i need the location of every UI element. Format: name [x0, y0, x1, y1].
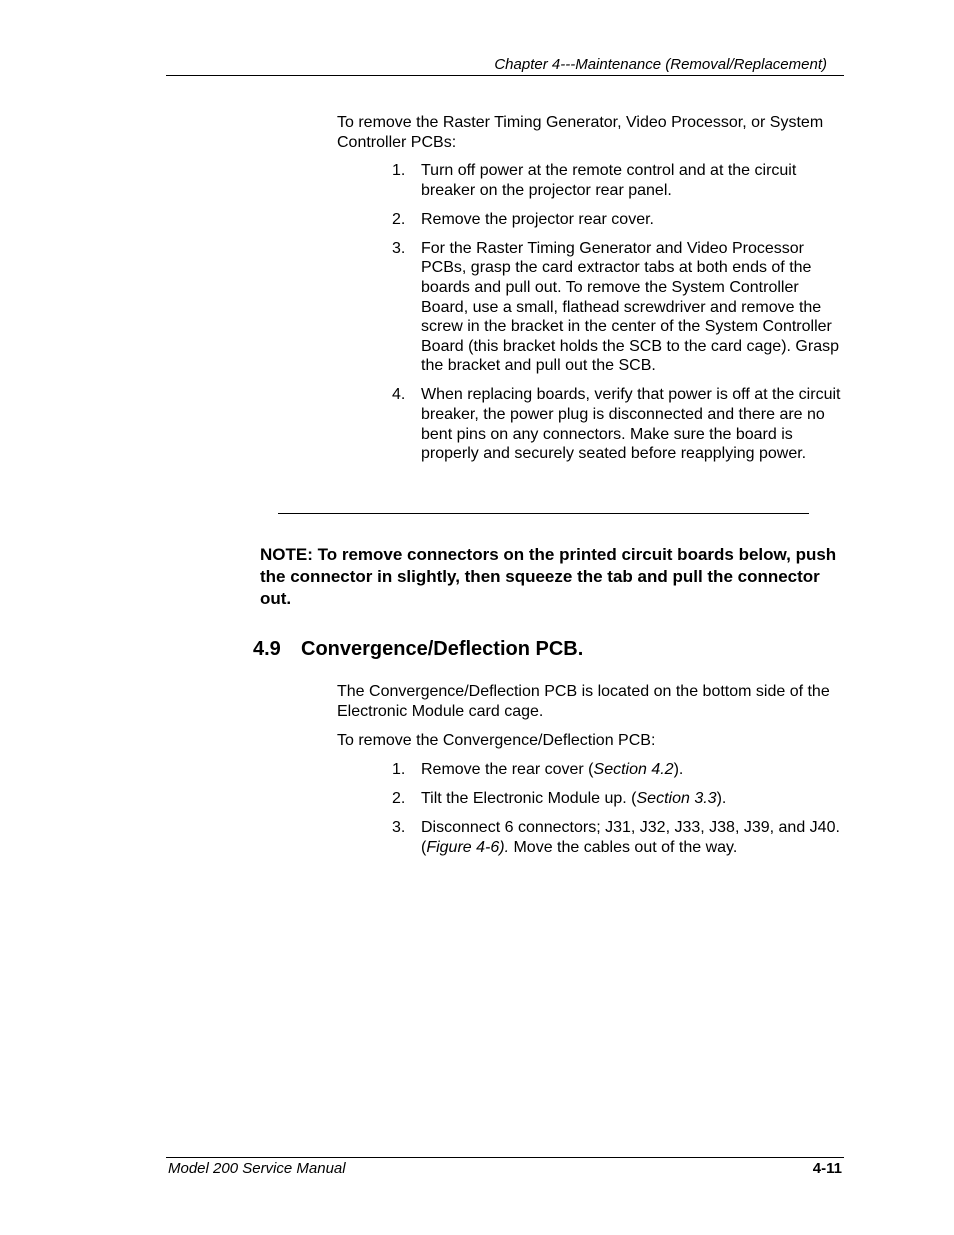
step-text: For the Raster Timing Generator and Video Processor PCBs, grasp the card extractor tabs at both ends of the boards and pull out. To remove the System Controller Board, use a small, flathead screwdriver and remove the screw in the bracket in the center of the System Controller Board (this bracket holds the SCB to the card cage). Grasp the bracket and pull out the SCB. — [421, 239, 839, 375]
step-number: 3. — [392, 239, 406, 257]
step-number: 4. — [392, 386, 406, 404]
step-text: Remove the rear cover (Section 4.2). — [421, 761, 684, 778]
convergence-steps-list — [392, 760, 844, 867]
note-callout: NOTE: To remove connectors on the printed circuit boards below, push the connector in slightly, then squeeze the tab and pull the connector out. — [260, 545, 837, 608]
list-item — [392, 789, 844, 809]
step-number: 2. — [392, 790, 406, 808]
section-paragraph: The Convergence/Deflection PCB is located on the bottom side of the Electronic Module card cage. — [337, 683, 830, 720]
removal-steps-list — [392, 161, 844, 473]
step-text: Disconnect 6 connectors; J31, J32, J33, J38, J39, and J40. (Figure 4-6). Move the cables out of the way. — [421, 819, 840, 856]
step-number: 3. — [392, 819, 406, 837]
separator-rule — [278, 513, 809, 514]
header-rule — [166, 75, 844, 76]
section-title: Convergence/Deflection PCB. — [301, 638, 584, 660]
step-number: 1. — [392, 761, 406, 778]
footer-title: Model 200 Service Manual — [168, 1160, 346, 1177]
section-intro: To remove the Convergence/Deflection PCB: — [337, 732, 656, 749]
section-number: 4.9 — [253, 638, 281, 660]
section-reference: Section 3.3 — [636, 790, 717, 808]
footer-rule — [166, 1157, 844, 1158]
step-text: Remove the projector rear cover. — [421, 210, 654, 228]
section-heading — [253, 638, 583, 661]
intro-paragraph: To remove the Raster Timing Generator, Video Processor, or System Controller PCBs: — [337, 114, 824, 151]
step-number: 2. — [392, 210, 406, 228]
step-text: Tilt the Electronic Module up. (Section 3.3). — [421, 790, 727, 808]
list-item — [392, 210, 844, 230]
page-number: 4-11 — [812, 1160, 842, 1177]
list-item — [392, 161, 844, 200]
running-header: Chapter 4---Maintenance (Removal/Replacement) — [494, 56, 827, 73]
figure-reference: Figure 4-6). — [426, 838, 510, 856]
list-item — [392, 385, 844, 463]
step-text: When replacing boards, verify that power is off at the circuit breaker, the power plug is disconnected and there are no bent pins on any connectors. Make sure the board is properly and securely seated before reapplying power. — [421, 386, 841, 463]
list-item — [392, 239, 844, 376]
step-text: Turn off power at the remote control and at the circuit breaker on the projector rear panel. — [421, 162, 797, 199]
section-reference: Section 4.2 — [593, 761, 674, 778]
list-item — [392, 818, 844, 857]
step-number: 1. — [392, 162, 406, 179]
list-item — [392, 760, 844, 780]
